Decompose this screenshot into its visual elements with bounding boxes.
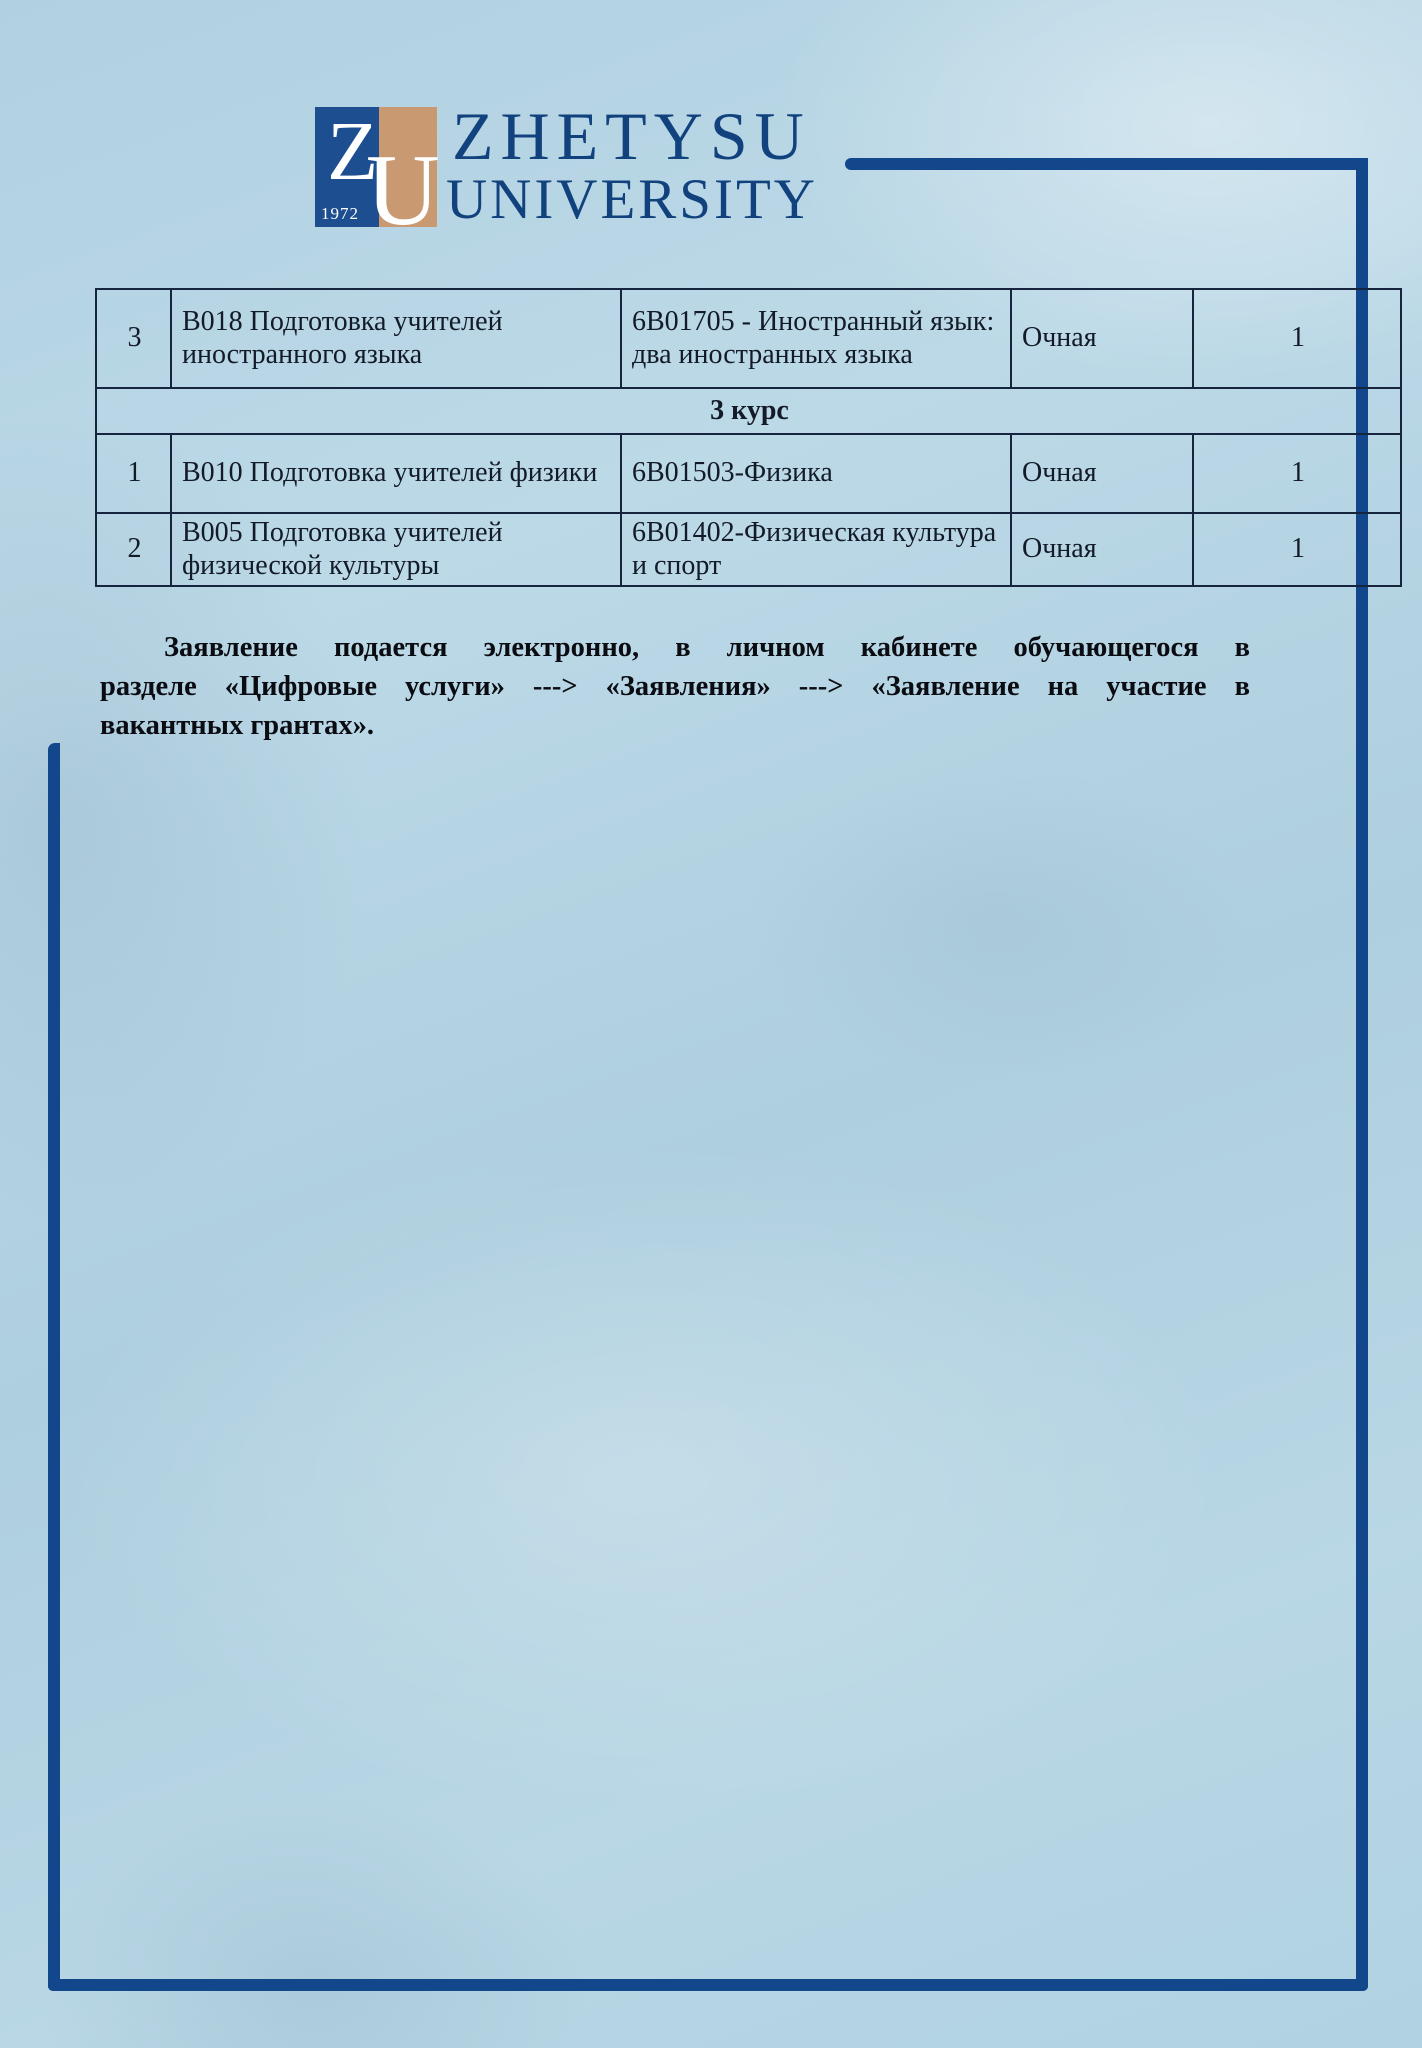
code-cell: 6В01402-Физическая культура и спорт: [621, 513, 1011, 586]
code-cell: 6В01503-Физика: [621, 434, 1011, 513]
frame-line-top: [845, 158, 1368, 170]
study-form-cell: Очная: [1011, 513, 1193, 586]
table-row: [96, 513, 1401, 586]
row-number-cell: 2: [96, 513, 171, 586]
program-cell: В018 Подготовка учителей иностранного языка: [171, 289, 621, 388]
table-row: [96, 434, 1401, 513]
note-line: вакантных грантах».: [100, 710, 375, 741]
quota-cell: 1: [1193, 434, 1401, 513]
frame-line-bottom: [48, 1979, 1368, 1991]
program-cell: В005 Подготовка учителей физической культуры: [171, 513, 621, 586]
frame-line-left: [48, 743, 60, 1991]
study-form-cell: Очная: [1011, 289, 1193, 388]
university-name-line1: ZHETYSU: [452, 98, 811, 174]
logo-letter-z: Z: [327, 105, 379, 198]
note-line: разделе «Цифровые услуги» ---> «Заявления» ---> «Заявление на участие в: [100, 671, 1250, 702]
logo-letter-u: U: [366, 134, 440, 247]
note-line: Заявление подается электронно, в личном кабинете обучающегося в: [164, 632, 1250, 663]
logo-year: 1972: [321, 204, 359, 223]
application-note: [100, 628, 1250, 745]
row-number-cell: 3: [96, 289, 171, 388]
row-number-cell: 1: [96, 434, 171, 513]
vacant-grants-table: [95, 288, 1402, 587]
quota-cell: 1: [1193, 289, 1401, 388]
program-cell: В010 Подготовка учителей физики: [171, 434, 621, 513]
course-header-cell: 3 курс: [96, 388, 1401, 434]
code-cell: 6В01705 - Иностранный язык: два иностранных языка: [621, 289, 1011, 388]
course-header-row: [96, 388, 1401, 434]
study-form-cell: Очная: [1011, 434, 1193, 513]
quota-cell: 1: [1193, 513, 1401, 586]
table-row: [96, 289, 1401, 388]
university-name-line2: UNIVERSITY: [446, 168, 818, 231]
